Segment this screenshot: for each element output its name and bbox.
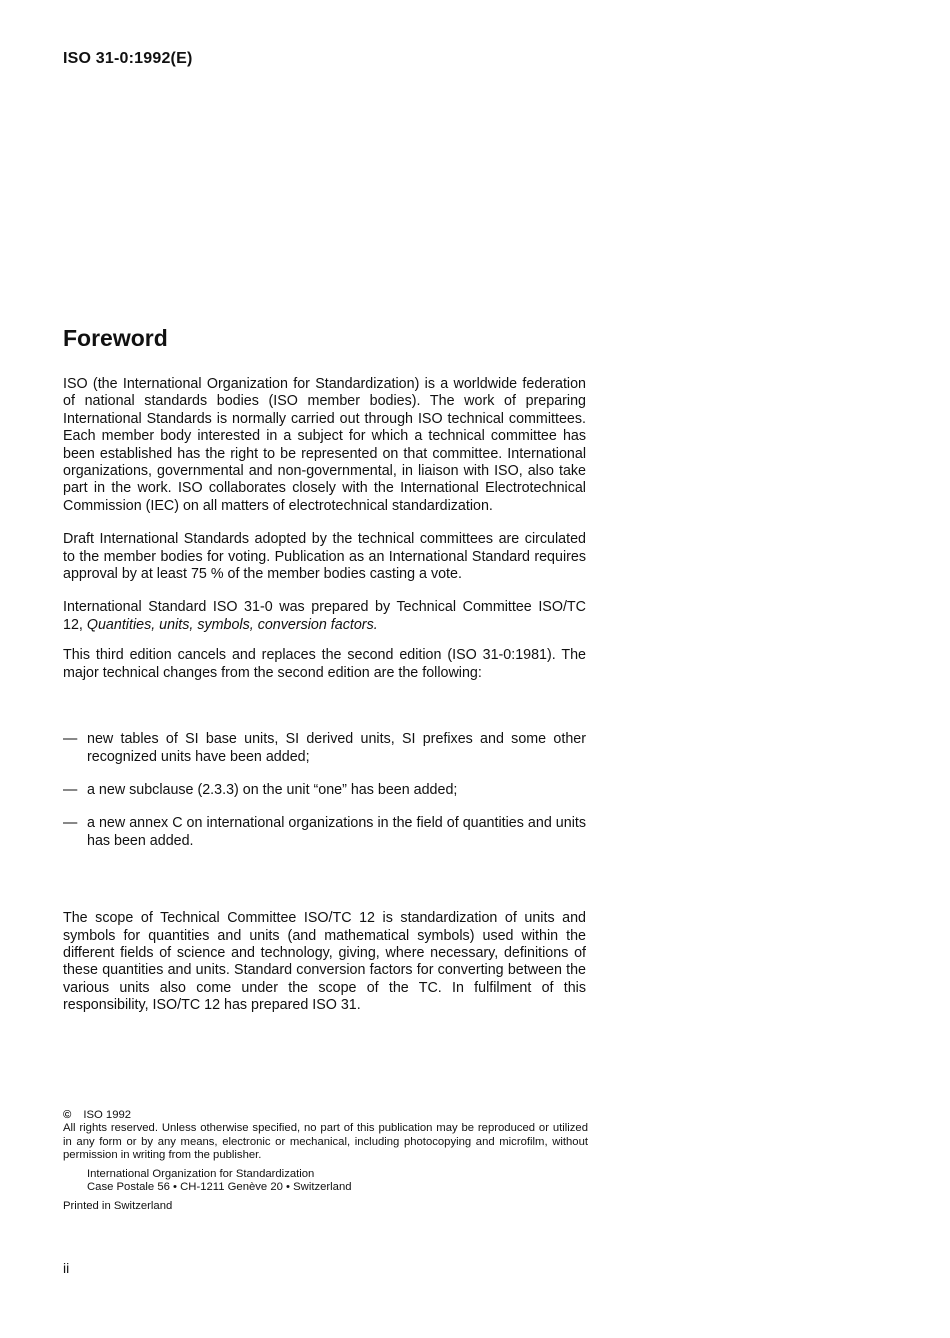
publisher-name: International Organization for Standardization (87, 1167, 315, 1180)
dash-bullet: — (63, 781, 78, 798)
paragraph-edition: This third edition cancels and replaces the second edition (ISO 31-0:1981). The major technical changes from the second edition are the following: (63, 647, 586, 681)
changes-list (63, 731, 586, 850)
prepared-by-text: International Standard ISO 31-0 was prepared by Technical Committee ISO/TC 12, (63, 599, 586, 633)
page-number: ii (63, 1260, 70, 1276)
document-code: ISO 31-0:1992(E) (63, 50, 193, 67)
printed-in: Printed in Switzerland (63, 1200, 173, 1213)
publisher-address: Case Postale 56 • CH-1211 Genève 20 • Switzerland (87, 1181, 352, 1194)
paragraph-draft-standards: Draft International Standards adopted by the technical committees are circulated to the member bodies for voting. Publication as an International Standard requires approval by at least 75 % of the member bodies casting a vote. (63, 531, 586, 583)
dash-bullet: — (63, 731, 78, 748)
list-item-text: a new subclause (2.3.3) on the unit “one” has been added; (87, 781, 458, 798)
paragraph-prepared-by (63, 599, 586, 634)
copyright-notice: ISO 1992 (83, 1109, 132, 1121)
list-item-text: a new annex C on international organizations in the field of quantities and units has been added. (87, 815, 586, 849)
copyright-line (63, 1109, 588, 1122)
foreword-heading: Foreword (63, 325, 168, 351)
list-item (63, 815, 586, 850)
paragraph-scope: The scope of Technical Committee ISO/TC 12 is standardization of units and symbols for quantities and units (and mathematical symbols) used within the different fields of science and technology, giving, where necessary, definitions of these quantities and units. Standard conversion factors for converting between the various units also come under the scope of the TC. In fulfilment of this responsibility, ISO/TC 12 has prepared ISO 31. (63, 910, 586, 1014)
dash-bullet: — (63, 815, 78, 832)
paragraph-iso-intro: ISO (the International Organization for Standardization) is a worldwide federation of national standards bodies (ISO member bodies). The work of preparing International Standards is normally carried out through ISO technical committees. Each member body interested in a subject for which a technical committee has been established has the right to be represented on that committee. International organizations, governmental and non-governmental, in liaison with ISO, also take part in the work. ISO collaborates closely with the International Electrotechnical Commission (IEC) on all matters of electrotechnical standardization. (63, 376, 586, 514)
list-item-text: new tables of SI base units, SI derived units, SI prefixes and some other recognized units have been added; (87, 731, 586, 765)
foreword-body (63, 376, 586, 1015)
list-item (63, 731, 586, 766)
rights-reserved: All rights reserved. Unless otherwise specified, no part of this publication may be reproduced or utilized in any form or by any means, electronic or mechanical, including photocopying and microfilm, without permission in writing from the publisher. (63, 1122, 588, 1162)
copyright-block (63, 1109, 588, 1214)
copyright-symbol: © (63, 1109, 72, 1121)
list-item (63, 782, 586, 799)
committee-title: Quantities, units, symbols, conversion factors. (86, 616, 378, 633)
